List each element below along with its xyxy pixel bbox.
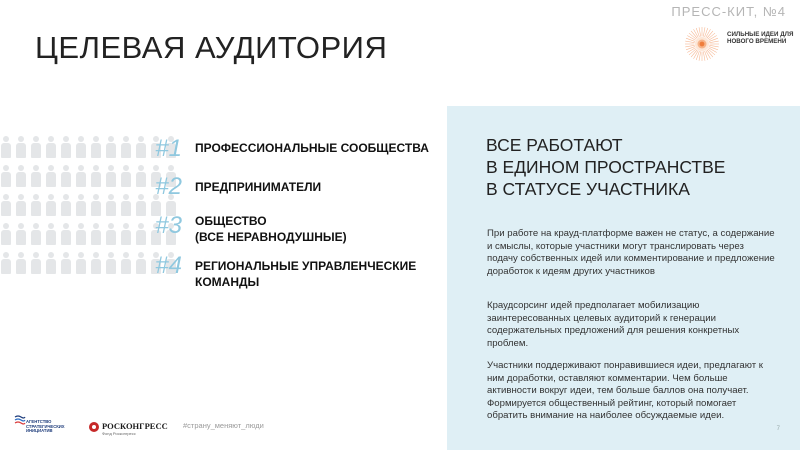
person-icon	[0, 252, 11, 274]
person-icon	[45, 136, 56, 158]
logo-text: СИЛЬНЫЕ ИДЕИ ДЛЯ НОВОГО ВРЕМЕНИ	[727, 31, 794, 45]
asi-flag-icon	[14, 414, 26, 426]
person-icon	[45, 165, 56, 187]
audience-number: #4	[155, 252, 182, 279]
asi-line: ИНИЦИАТИВ	[26, 428, 53, 434]
person-icon	[75, 165, 86, 187]
audience-label-1: ПРОФЕССИОНАЛЬНЫЕ СООБЩЕСТВА	[195, 141, 429, 155]
audience-label-3: ОБЩЕСТВО (ВСЕ НЕРАВНОДУШНЫЕ)	[195, 214, 347, 244]
person-icon	[120, 194, 131, 216]
radiating-circle-logo-icon	[684, 26, 720, 62]
audience-number: #3	[155, 212, 182, 239]
audience-label-2: ПРЕДПРИНИМАТЕЛИ	[195, 180, 322, 194]
info-panel	[447, 106, 800, 450]
person-icon	[105, 194, 116, 216]
panel-paragraph-2: Краудсорсинг идей предполагает мобилизацию заинтересованных целевых аудиторий к генерации содержательных предложений для решения конкретных проблем.	[487, 300, 740, 349]
person-icon	[30, 165, 41, 187]
person-icon	[90, 165, 101, 187]
asi-line: АГЕНТСТВО	[26, 419, 52, 424]
person-icon	[105, 136, 116, 158]
person-icon	[30, 194, 41, 216]
panel-paragraph-1: При работе на крауд-платформе важен не статус, а содержание и смыслы, которые участники могут транслировать через подачу собственных идей или комментирование и предложение доработок к идеям других участников	[487, 228, 775, 277]
roscongress-sub: Фонд Росконгресс	[102, 431, 136, 436]
person-icon	[0, 194, 11, 216]
hashtag: #страну_меняют_люди	[183, 421, 264, 430]
person-icon	[0, 165, 11, 187]
panel-heading: ВСЕ РАБОТАЮТ В ЕДИНОМ ПРОСТРАНСТВЕ В СТАТУСЕ УЧАСТНИКА	[486, 135, 726, 199]
person-icon	[15, 165, 26, 187]
page-number: 7	[776, 426, 780, 432]
asi-logo-text	[26, 420, 65, 434]
person-icon	[105, 223, 116, 245]
person-icon	[75, 136, 86, 158]
panel-paragraph-3: Участники поддерживают понравившиеся идеи, предлагают к ним доработки, оставляют комментарии. Чем больше активности вокруг идеи, тем больше баллов она получает. Формируется общественный рейтинг, который помогает обратить внимание на наиболее обсуждаемые идеи.	[487, 360, 763, 421]
person-icon	[60, 194, 71, 216]
person-icon	[60, 223, 71, 245]
brand-logo	[684, 26, 796, 62]
person-icon	[90, 136, 101, 158]
asi-logo	[14, 414, 74, 440]
press-kit-label: ПРЕСС-КИТ, №4	[671, 4, 786, 19]
person-icon	[75, 223, 86, 245]
person-icon	[30, 136, 41, 158]
person-icon	[60, 165, 71, 187]
person-icon	[45, 252, 56, 274]
person-icon	[30, 252, 41, 274]
person-icon	[45, 223, 56, 245]
person-icon	[120, 165, 131, 187]
person-icon	[30, 223, 41, 245]
person-icon	[60, 136, 71, 158]
person-icon	[90, 223, 101, 245]
person-icon	[15, 136, 26, 158]
person-icon	[60, 252, 71, 274]
person-icon	[120, 223, 131, 245]
person-icon	[15, 194, 26, 216]
audience-label-4: РЕГИОНАЛЬНЫЕ УПРАВЛЕНЧЕСКИЕ КОМАНДЫ	[195, 259, 417, 289]
person-icon	[75, 252, 86, 274]
person-icon	[105, 252, 116, 274]
roscongress-emblem-icon	[88, 421, 100, 433]
person-icon	[15, 223, 26, 245]
asi-line: СТРАТЕГИЧЕСКИХ	[26, 423, 65, 429]
person-icon	[90, 252, 101, 274]
person-icon	[75, 194, 86, 216]
audience-number: #2	[155, 173, 182, 200]
person-icon	[15, 252, 26, 274]
roscongress-logo	[88, 420, 168, 440]
person-icon	[120, 252, 131, 274]
person-icon	[0, 223, 11, 245]
person-icon	[0, 136, 11, 158]
person-icon	[105, 165, 116, 187]
person-icon	[45, 194, 56, 216]
person-icon	[90, 194, 101, 216]
person-icon	[120, 136, 131, 158]
audience-number: #1	[155, 135, 182, 162]
roscongress-name: РОСКОНГРЕСС	[102, 421, 168, 431]
page-title: ЦЕЛЕВАЯ АУДИТОРИЯ	[35, 30, 388, 65]
